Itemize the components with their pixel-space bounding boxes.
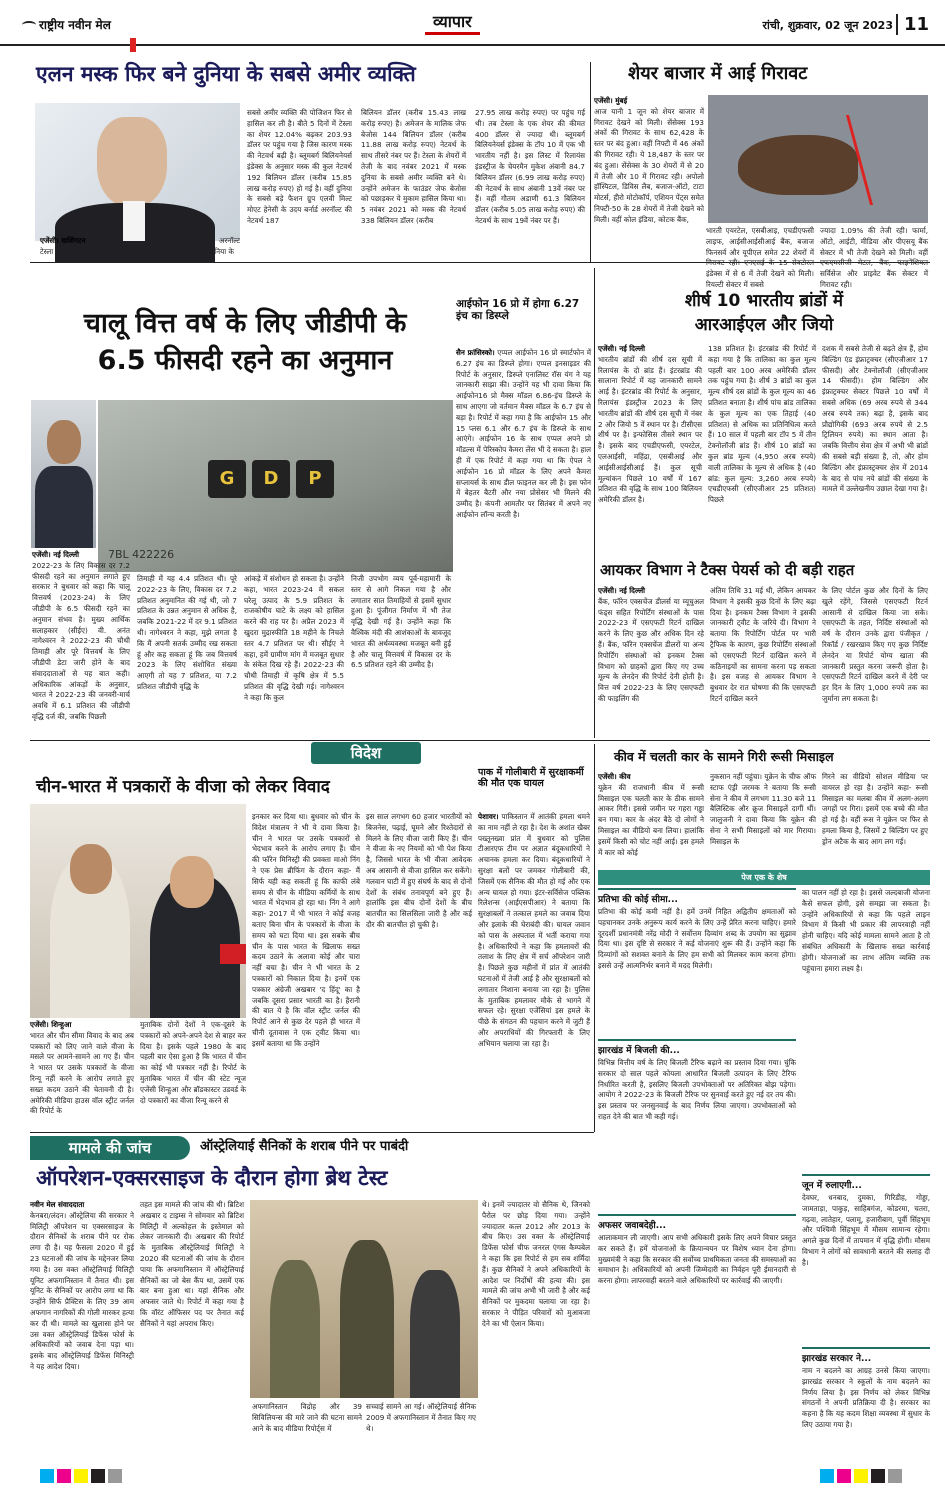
- breath-kicker: ऑस्ट्रेलियाई सैनिकों के शराब पीने पर पाबंदी: [200, 1139, 409, 1154]
- gdp-byline: एजेंसी। नई दिल्ली: [32, 550, 79, 559]
- color-swatch: [40, 1469, 54, 1483]
- color-swatch: [820, 1469, 834, 1483]
- gdp-col-1: [32, 550, 130, 736]
- color-swatch: [108, 1469, 122, 1483]
- banknote-tag: 7BL 422226: [108, 548, 175, 561]
- section-title: व्यापार: [425, 10, 480, 35]
- suit-shape: [35, 466, 93, 548]
- registration-swatches: [40, 1468, 125, 1487]
- shesh-title-4: जून में रुलाएगी...: [802, 1174, 930, 1191]
- divider-line: [30, 1132, 594, 1133]
- logo-text: राष्ट्रीय नवीन मेल: [39, 18, 111, 32]
- sensex-byline: एजेंसी। मुंबई: [594, 96, 628, 105]
- gdp-headline: [30, 308, 460, 376]
- page-number: 11: [896, 14, 929, 35]
- page-ek-col-1: [598, 888, 796, 1488]
- musk-caption: [40, 236, 162, 260]
- tax-col-1: [598, 586, 704, 738]
- face-shape: [47, 420, 81, 464]
- brands-headline: [600, 292, 928, 335]
- registration-swatches: [820, 1468, 905, 1487]
- shirt-shape: [123, 201, 145, 241]
- color-swatch: [74, 1469, 88, 1483]
- china-col-1: [30, 1020, 134, 1124]
- brands-col-2: 138 प्रतिशत है। इंटरब्रांड की रिपोर्ट में कहा गया है कि तालिका का कुल मूल्य पहली बार 100 अरब अमेरिकी डॉलर तक पहुंच गया है। शीर्ष 3 ब्रांडों का कुल मूल्य शीर्ष दस ब्रांडों के कुल मूल्य का 46 प्रतिशत बनाता है। शीर्ष पांच ब्रांड तालिका के कुल मूल्य का एक तिहाई (40 प्रतिशत) से अधिक का प्रतिनिधित्व करते हैं। 10 साल में पहली बार टॉप 5 में तीन टेक्नोलॉजी ब्रांड हैं। शीर्ष 10 ब्रांडों का कुल ब्रांड मूल्य (4,950 अरब रुपये) वाली तालिका के मूल्य से अधिक है (40 ब्रांड: कुल मूल्य: 3,260 अरब रुपये) एचडीएफसी (सीएजीआर 25 प्रतिशत) पिछले: [708, 344, 816, 505]
- soldier-shape: [410, 1270, 460, 1398]
- breath-headline: ऑपरेशन-एक्सरसाइज के दौरान होगा ब्रेथ टेस्ट: [36, 1166, 388, 1190]
- tax-col-3: के लिए पोर्टल कुछ और दिनों के लिए खुले रहेंगे, जिससे एसएफटी रिटर्न आसानी से दाखिल किया जा सके। एसएफटी के तहत, निर्दिष्ट संस्थाओं को वर्ष के दौरान उनके द्वारा पंजीकृत / रिकॉर्ड / रखरखाव किए गए कुछ निर्दिष्ट लेनदेन या रिपोर्ट योग्य खाता की जानकारी प्रस्तुत करना जरूरी होता है। एसएफटी रिटर्न दाखिल करने में देरी पर हर दिन के लिए 1,000 रुपये तक का जुर्माना लग सकता है।: [822, 586, 928, 703]
- flag-shape: [220, 944, 246, 964]
- china-col-4: इस साल लगभग 60 हजार भारतीयों को बिजनेस, पढ़ाई, घूमने और रिश्तेदारों से मिलने के लिए वीजा जारी किए हैं। चीन ने वीजा के नए नियमों को भी पेश किया है, जिससे भारत के भी वीजा आवेदक अब आसानी से वीजा हासिल कर सकेंगे। गलवान घाटी में हुए संघर्ष के बाद से दोनों देशों के संबंध तनावपूर्ण बने हुए हैं। हालांकि इस बीच दोनों देशों के बीच बातचीत का सिलसिला जारी है और कई दौर की बातचीत हो चुकी है।: [366, 812, 472, 929]
- divider-line: [590, 62, 591, 262]
- gdp-tiles: [208, 460, 334, 498]
- brands-col-3: दशक में सबसे तेजी से बढ़ते क्षेत्र हैं, होम बिल्डिंग एंड इंफ्राट्रक्चर (सीएजीआर 17 फीसदी) और टेक्नोलॉजी (सीएजीआर 14 फीसदी)। होम बिल्डिंग और इंफ्राट्रक्चर सेक्टर पिछले 10 वर्षों में सबसे अधिक (69 अरब रुपये से 344 अरब रुपये तक) बढ़ा है, इसके बाद प्रौद्योगिकी (693 अरब रुपये से 2.5 ट्रिलियन रुपये) का स्थान आता है। जबकि वित्तीय सेवा क्षेत्र में अभी भी ब्रांडों की सबसे बड़ी संख्या है, तो, और होम बिल्डिंग और इंफ्रास्ट्रक्चर क्षेत्र में 2014 के बाद से पांच नये ब्रांडों की संख्या के मामले में उल्लेखनीय उछाल देखा गया है।: [822, 344, 928, 494]
- pak-body-text: पाकिस्तान में आतंकी हमला थमने का नाम नहीं ले रहा है। देश के अशांत खैबर पख्तूनख्वा प्रांत में बुधवार को पुलिस टीआरएफ टीम पर अज्ञात बंदूकधारियों ने अचानक हमला कर दिया। बंदूकधारियों ने सुरक्षा बलों पर जमकर गोलीबारी की, जिसमें एक सैनिक की मौत हो गई और एक अन्य घायल हो गया। इंटर-सर्विसेज पब्लिक रिलेशन्स (आईएसपीआर) ने बताया कि सुरक्षाबलों ने तत्काल हमले का जवाब दिया और इलाके की घेराबंदी की। घायल जवान को पास के अस्पताल में भर्ती कराया गया है। अधिकारियों ने कहा कि हमलावरों की तलाश के लिए क्षेत्र में सर्च ऑपरेशन जारी है। पिछले कुछ महीनों में प्रांत में आतंकी घटनाओं में तेजी आई है और सुरक्षाबलों को लगातार निशाना बनाया जा रहा है। पुलिस के मुताबिक हमलावर मौके से भागने में सफल रहे। सुरक्षा एजेंसियां इस हमले के पीछे के संगठन की पहचान करने में जुटी हैं और अपराधियों की गिरफ्तारी के लिए अभियान चलाया जा रहा है।: [478, 812, 590, 1048]
- face-shape: [170, 856, 214, 908]
- section-tag-videsh: विदेश: [311, 742, 421, 764]
- color-swatch: [837, 1469, 851, 1483]
- shesh-title-2: झारखंड में बिजली की...: [598, 1039, 796, 1056]
- breath-col-3: थे। इनमें ज्यादातर वो सैनिक थे, जिनको पैरोल पर छोड़ दिया गया। उन्होंने ज्यादातर कत्ल 2012 और 2013 के बीच किए। उस वक्त के ऑस्ट्रेलियाई डिफेंस फोर्स चीफ जनरल एंगस कैम्पबेल ने कहा कि इस रिपोर्ट से हम सब शर्मिंदा हैं। कुछ सैनिकों ने अपने अधिकारियों के आदेश पर निर्दोषों की हत्या की। इस मामले की जांच अभी भी जारी है और कई सैनिकों पर मुकदमा चलाया जा रहा है। सरकार ने पीड़ित परिवारों को मुआवजा देने का भी ऐलान किया।: [482, 1200, 590, 1328]
- sensex-col-2: भारती एयरटेल, एसबीआइ, एचडीएफसी लाइफ, आईसीआईसीआई बैंक, बजाज फिनसर्व और यूपीएल समेत 22 शेयरों में इंडेक्स में से 6 में तेजी देखने को मिली। रियल्टी सेक्टर में सबसे: [706, 226, 814, 289]
- iphone-byline: सैन फ्रांसिस्को।: [456, 348, 495, 357]
- chart-line: [846, 115, 930, 205]
- breath-body-1: केनबरा/लंदन। ऑस्ट्रेलिया की सरकार ने मिलिट्री ऑपरेशन या एक्सरसाइज के दौरान सैनिकों के शराब पीने पर रोक लगा दी है। यह फैसला 2020 में हुई 23 घटनाओं की जांच के मद्देनजर लिया गया है। उस वक्त ऑस्ट्रेलियाई मिलिट्री यूनिट अफगानिस्तान में तैनात थी। इस यूनिट के सैनिकों पर आरोप लगा था कि उन्होंने सिर्फ प्रैक्टिस के लिए 39 आम अफगान नागरिकों की गोली मारकर हत्या कर दी थी। मामले का खुलासा होने पर उस वक्त ऑस्ट्रेलियाई डिफेंस फोर्स के अधिकारियों को जवाब देना पड़ा था। इसके बाद ऑस्ट्रेलियाई डिफेंस मिनिस्ट्री ने यह आदेश दिया।: [30, 1210, 134, 1371]
- china-byline: एजेंसी। शिन्हुआ: [30, 1020, 72, 1029]
- tax-headline: आयकर विभाग ने टैक्स पेयर्स को दी बड़ी राहत: [600, 561, 855, 579]
- brands-col-1: [598, 344, 702, 554]
- kyiv-col-3: गिरने का वीडियो सोशल मीडिया पर वायरल हो रहा है। उन्होंने कहा- रूसी मिसाइल का मलबा कीव में अलग-अलग जगहों पर गिरा। इसमें एक बच्चे की मौत हो गई है। वहीं रूस ने यूक्रेन पर फिर से हमला किया है, जिसमें 2 बिल्डिंग पर हुए ड्रोन अटैक के बाद आग लग गई।: [822, 772, 928, 846]
- breath-byline: नवीन मेल संवाददाता: [30, 1200, 85, 1209]
- gdp-col-3: आंकड़े में संशोधन हो सकता है। उन्होंने कहा, भारत 2023-24 में सकल घरेलू उत्पाद के 5.9 प्रतिशत के राजकोषीय घाटे के लक्ष्य को हासिल करने की राह पर है। अप्रैल 2023 में खुदरा मुद्रास्फीति 18 महीने के निचले स्तर 4.7 प्रतिशत पर थी। सीईए ने कहा, हमें ग्रामीण मांग में मजबूत सुधार के संकेत दिख रहे हैं। 2022-23 की चौथी तिमाही में कृषि क्षेत्र में 5.5 प्रतिशत की वृद्धि देखी गई। नागेश्वरन ने कहा कि कुल: [244, 574, 344, 702]
- color-swatch: [871, 1469, 885, 1483]
- tax-col-2: अंतिम तिथि 31 मई थी, लेकिन आयकर विभाग ने इसकी कुछ दिनों के लिए बढ़ा दिया है। इनकम टैक्स विभाग ने इसकी जानकारी ट्वीट के जरिये दी। विभाग ने बताया कि रिपोर्टिंग पोर्टल पर भारी ट्रैफिक के कारण, कुछ रिपोर्टिंग संस्थाओं को एसएफटी रिटर्न दाखिल करने में कठिनाइयों का सामना करना पड़ सकता है। इस वजह से आयकर विभाग ने बुधवार देर रात घोषणा की कि एसएफटी रिटर्न दाखिल करने: [710, 586, 816, 703]
- pak-byline: पेशावर।: [478, 812, 499, 821]
- shesh-title-3: अफसर जवाबदेही...: [598, 1214, 796, 1231]
- gdp-col-4: निजी उपभोग व्यय पूर्व-महामारी के स्तर से आगे निकल गया है और लगातार सात तिमाहियों से इसमें सुधार हुआ है। पूंजीगत निर्माण में भी तेज वृद्धि देखी गई है। उन्होंने कहा कि वैश्विक मंदी की आशंकाओं के बावजूद भारत की अर्थव्यवस्था मजबूत बनी हुई है और चालू वित्तवर्ष में विकास दर के 6.5 प्रतिशत रहने की उम्मीद है।: [351, 574, 451, 670]
- china-col-3: इनकार कर दिया था। बुधवार को चीन के विदेश मंत्रालय ने भी ये दावा किया है। चीन ने भारत पर उसके पत्रकारों से भेदभाव करने के आरोप लगाए हैं। चीन की फॉरेन मिनिस्ट्री की प्रवक्ता माओ निंग ने एक प्रेस ब्रीफिंग के दौरान कहा- मैं सिर्फ यही कह सकती हूं कि काफी लंबे समय से चीन के मीडिया कर्मियों के साथ भारत में भेदभाव हो रहा था। निंग ने आगे कहा- 2017 में भी भारत ने कोई वजह बताए बिना चीन के पत्रकारों के वीजा के समय को घटा दिया था। इस सबके बीच चीन के पास भारत के खिलाफ सख्त कदम उठाने के अलावा कोई और चारा नहीं बचा है। चीन ने भी भारत के 2 पत्रकारों को निकाल दिया है। इनमें एक पत्रकार अंग्रेजी अखबार 'द हिंदू' का है जबकि दूसरा प्रसार भारती का है। हैरानी की बात ये है कि वॉल स्ट्रीट जर्नल की रिपोर्ट आने से कुछ देर पहले ही भारत में चीनी दूतावास ने एक ट्वीट किया था। इसमें बताया था कि उन्होंने: [252, 812, 360, 1048]
- page-ek-header: पेज एक के शेष: [598, 870, 930, 885]
- brands-body-1: भारतीय ब्रांडों की शीर्ष दस सूची में रिलायंस के दो ब्रांड हैं। इंटरब्रांड की सालाना रिपोर्ट में यह जानकारी सामने आई है। इंटरब्रांड की रिपोर्ट के अनुसार, रिलायंस इंडस्ट्रीज 2023 के लिए भारतीय ब्रांडों की शीर्ष दस सूची में नंबर 2 और जियो 5 वें स्थान पर है। टीसीएस शीर्ष पर है। इन्फोसिस तीसरे स्थान पर है। इसके बाद एचडीएफसी, एयरटेल, एलआईसी, महिंद्रा, एसबीआई और आईसीआईसीआई हैं। कुल सूची मूल्यांकन पिछले 10 वर्षों में 167 प्रतिशत की वृद्धि के साथ 100 बिलियन अमेरिकी डॉलर है।: [598, 354, 702, 505]
- shesh-body-3: आलाकमान ली जाएगी। आप सभी अधिकारी इसके लिए अपने विचार प्रस्तुत कर सकते हैं। हमें योजनाओं के क्रियान्वयन पर विशेष ध्यान देना होगा। मुख्यमंत्री ने कहा कि सरकार की सर्वोच्च प्राथमिकता जनता की समस्याओं का समाधान है। अधिकारियों को अपनी जिम्मेदारी का निर्वहन पूरी ईमानदारी से करना होगा। लापरवाही बरतने वाले अधिकारियों पर कार्रवाई की जाएगी।: [598, 1233, 796, 1286]
- gdp-col-2: तिमाही में यह 4.4 प्रतिशत थी। पूरे 2022-23 के लिए, विकास दर 7.2 प्रतिशत अनुमानित की गई थी, जो 7 प्रतिशत के उन्नत अनुमान से अधिक है, जबकि 2021-22 में दर 9.1 प्रतिशत थी। नागेश्वरन ने कहा, मुझे लगता है कि मैं अपनी सतर्क उम्मीद रख सकता हूं और कह सकता हूं कि जब वित्तवर्ष 2023 के लिए संशोधित संख्या आएगी तो यह 7 प्रतिशत, या 7.2 प्रतिशत जीडीपी वृद्धि के: [137, 574, 237, 691]
- color-swatch: [91, 1469, 105, 1483]
- face-shape: [70, 844, 112, 894]
- masthead: [0, 0, 945, 46]
- shesh-body-5: नाम न बदलने का आग्रह उनसे किया जाएगा। झारखंड सरकार ने स्कूलों के नाम बदलने का निर्णय लिया है। इस निर्णय को लेकर विभिन्न संगठनों ने अपनी प्रतिक्रिया दी है। सरकार का कहना है कि यह कदम शिक्षा व्यवस्था में सुधार के लिए उठाया गया है।: [802, 1366, 930, 1429]
- china-headline: चीन-भारत में पत्रकारों के वीजा को लेकर विवाद: [36, 777, 330, 797]
- color-swatch: [888, 1469, 902, 1483]
- musk-byline: एजेंसी। वाशिंगटन: [40, 236, 86, 245]
- gdp-tile: G: [208, 460, 246, 498]
- breath-col-1: [30, 1200, 134, 1460]
- gdp-photo: [98, 400, 453, 572]
- bull-shape: [738, 135, 858, 195]
- musk-col-2: बिलियन डॉलर (करीब 15.43 लाख करोड़ रुपए) है। अमेजन के मालिक जेफ बेजोस 144 बिलियन डॉलर (करीब 11.88 लाख करोड़ रुपए) नेटवर्थ के साथ तीसरे नंबर पर हैं। टेस्ला के शेयरों में तेजी के बाद नवंबर 2021 में मस्क दुनिया के सबसे अमीर व्यक्ति बने थे। उन्होंने अमेजन के फाउंडर जेफ बेजोस को पछाड़कर ये मुकाम हासिल किया था। 5 नवंबर 2021 को मस्क की नेटवर्थ 338 बिलियन डॉलर (करीब: [361, 108, 466, 225]
- face-shape: [97, 117, 167, 207]
- sensex-headline: शेयर बाजार में आई गिरावट: [628, 63, 808, 84]
- musk-photo: [35, 103, 240, 241]
- tax-body-1: बैंक, फॉरेन एक्सचेंज डीलर्स या म्यूचुअल फंड्स सहित रिपोर्टिंग संस्थाओं के पास 2022-23 में एसएफटी रिटर्न दाखिल करने के लिए कुछ और अधिक दिन रहे हैं। बैंक, फॉरेन एक्सचेंज डीलरों या अन्य रिपोर्टिंग संस्थाओं को इनकम टैक्स विभाग को ग्राहकों द्वारा किए गए उच्च मूल्य के लेनदेन की रिपोर्ट देनी होती है। वित्त वर्ष 2022-23 के लिए एसएफटी की फाइलिंग की: [598, 596, 704, 703]
- sensex-col-1: [594, 96, 704, 258]
- shesh-body-4: देवघर, धनबाद, दुमका, गिरिडीह, गोड्डा, जामताड़ा, पाकुड़, साहिबगंज, कोडरमा, चतरा, गढ़वा, लातेहार, पलामू, हजारीबाग, पूर्वी सिंहभूम और पश्चिमी सिंहभूम में मौसम सामान्य रहेगा। अगले कुछ दिनों में तापमान में वृद्धि होगी। मौसम विभाग ने लोगों को सावधानी बरतने की सलाह दी है।: [802, 1193, 930, 1267]
- brands-byline: एजेंसी। नई दिल्ली: [598, 344, 645, 353]
- economist-photo: [31, 400, 96, 548]
- newspaper-logo: [22, 16, 111, 33]
- divider-line: [594, 744, 595, 1132]
- musk-col-1: सबसे अमीर व्यक्ति की पोजिशन फिर से हासिल कर ली है। बीते 5 दिनों में टेस्ला का शेयर 12.04% बढ़कर 203.93 डॉलर पर पहुंच गया है जिस कारण मस्क की नेटवर्थ बढ़ी है। ब्लूमबर्ग बिलियनेयर्स इंडेक्स के अनुसार मस्क की कुल नेटवर्थ 192 बिलियन डॉलर (करीब 15.85 लाख करोड़ रुपए) हो गई है। वहीं दुनिया के सबसे बड़े फैशन ग्रुप एलवी मिल्ट मोएट हेनेसी के उदय बर्नार्ड अरनॉल्ट की नेटवर्थ 187: [247, 108, 352, 225]
- shesh-title-1: प्रतिभा की कोई सीमा...: [598, 888, 796, 905]
- kyiv-byline: एजेंसी। कीव: [598, 772, 631, 781]
- divider-line: [30, 262, 930, 263]
- page-ek-col-2: [802, 888, 930, 1478]
- soldier-shape: [340, 1240, 394, 1398]
- breath-col-2: तहत इस मामले की जांच की थी। ब्रिटिश अखबार द टाइम्स ने सोमवार को ब्रिटिश मिलिट्री में अल्कोहल के इस्तेमाल को लेकर जानकारी दी। अखबार की रिपोर्ट के मुताबिक ऑस्ट्रेलियाई मिलिट्री ने 2020 की घटनाओं की जांच के दौरान पाया कि अफगानिस्तान में ऑस्ट्रेलियाई सैनिकों का जो बेस कैंप था, उसमें एक बार बना हुआ था। यहां सैनिक और अफसर जाते थे। रिपोर्ट में कहा गया है कि वॉरंट ऑफिसर पद पर तैनात कई सैनिकों ने यहां अपराध किए।: [140, 1200, 244, 1328]
- shesh-title-5: झारखंड सरकार ने...: [802, 1347, 930, 1364]
- iphone-body-text: एप्पल आईफोन 16 प्रो स्मार्टफोन में 6.27 इंच का डिस्प्ले होगा। एप्पल इनसाइडर की रिपोर्ट के अनुसार, डिस्प्ले एनालिस्ट रॉस यंग ने यह जानकारी साझा की। उन्होंने यह भी दावा किया कि आईफोन16 प्रो मैक्स मॉडल 6.86-इंच डिस्प्ले के साथ आएगा जो वर्तमान मैक्स मॉडल के 6.7 इंच से बड़ा है। रिपोर्ट में कहा गया है कि आईफोन 15 और 15 प्लस 6.1 और 6.7 इंच के डिस्प्ले के साथ आएंगे। आईफोन 16 के साथ एप्पल अपने प्रो मॉडल्स में पेरिस्कोप कैमरा लेंस भी दे सकता है। हाल ही में एक रिपोर्ट में कहा गया था कि ऐपल ने आईफोन 16 प्रो मॉडल के लिए अपने कैमरा सप्लायर्स के साथ डील फाइनल कर ली है। इस फोन में बेहतर बैटरी और नया प्रोसेसर भी मिलने की उम्मीद है। कंपनी आमतौर पर सितंबर में अपने नए आईफोन लॉन्च करती है।: [456, 348, 591, 519]
- breath-caption-1: अफगानिस्तान विद्रोह और 39 सिविलियन्स की मारे जाने की घटना सामने आने के बाद मीडिया रिपोर्ट्स में: [252, 1402, 362, 1433]
- pak-headline: पाक में गोलीबारी में सुरक्षाकर्मी की मौत एक घायल: [478, 767, 584, 789]
- color-swatch: [854, 1469, 868, 1483]
- musk-intro: ने फ्रांस के बर्नार्ड अरनॉल्ट को पीछे छोड़कर दुनिया के: [166, 236, 240, 256]
- kyiv-headline: कीव में चलती कार के सामने गिरी रूसी मिसाइल: [614, 749, 834, 764]
- tax-byline: एजेंसी। नई दिल्ली: [598, 586, 645, 595]
- gdp-body-1: 2022-23 के लिए विकास दर 7.2 फीसदी रहने का अनुमान लगाते हुए सरकार ने बुधवार को कहा कि चालू वित्तवर्ष (2023-24) के लिए जीडीपी के 6.5 फीसदी रहने का अनुमान संभव है। मुख्य आर्थिक सलाहकार (सीईए) वी. अनंत नागेश्वरन ने 2022-23 की चौथी तिमाही और पूरे वित्तवर्ष के लिए जीडीपी डेटा जारी होने के बाद संवाददाताओं से यह बात कही। अधिकारिक आंकड़ों के अनुसार, भारत ने 2022-23 की जनवरी-मार्च अवधि में 6.1 प्रतिशत की जीडीपी वृद्धि दर्ज की, जबकि पिछली: [32, 560, 130, 721]
- china-col-2: मुताबिक दोनों देशों ने एक-दूसरे के पत्रकारों को अपने-अपने देश से बाहर कर दिया है। इसके पहले 1980 के बाद पहली बार ऐसा हुआ है कि भारत में चीन का कोई भी पत्रकार नहीं है। रिपोर्ट के मुताबिक भारत में चीन की स्टेट न्यूज एजेंसी शिन्हुआ और ब्रॉडकास्टर उडवर्ड के दो पत्रकारों का वीजा रिन्यू करने से: [140, 1020, 246, 1105]
- soldier-shape: [270, 1260, 320, 1398]
- sensex-col-3: ज्यादा 1.09% की तेजी रही। फार्मा, ऑटो, आईटी, मीडिया और पीएसयू बैंक सेक्टर में भी तेजी देखने को मिली। वहीं सर्विसेज और प्राइवेट बैंक सेक्टर में गिरावट रही।: [820, 226, 928, 289]
- divider-line: [594, 268, 595, 738]
- musk-col-3: 27.95 लाख करोड़ रुपए) पर पहुंच गई थी। तब टेस्ला के एक शेयर की कीमत 400 डॉलर से ज्यादा थी। ब्लूमबर्ग बिलियनेयर्स इंडेक्स के टॉप 10 में एक भी भारतीय नहीं है। इस लिस्ट में रिलायंस इंडस्ट्रीज के चेयरमैन मुकेश अंबानी 84.7 बिलियन डॉलर (6.99 लाख करोड़ रुपए) की नेटवर्थ के साथ अंबानी 13वें नंबर पर हैं। वहीं गौतम अडाणी 61.3 बिलियन डॉलर (करीब 5.05 लाख करोड़ रुपए) की नेटवर्थ के साथ 19वें नंबर पर हैं।: [475, 108, 585, 225]
- color-swatch: [57, 1469, 71, 1483]
- kyiv-body-1: यूक्रेन की राजधानी कीव में रूसी मिसाइल एक चलती कार के ठीक सामने आकर गिरी। इससे जमीन पर गहरा गड्ढा बन गया। कार के अंदर बैठे दो लोगों ने मिसाइल का वीडियो बना लिया। हालांकि इसमें किसी को चोट नहीं आई। इस हमले में कार को कोई: [598, 782, 704, 857]
- bird-icon: [22, 21, 36, 29]
- iphone-headline: आईफोन 16 प्रो में होगा 6.27 इंच का डिस्प्ले: [456, 298, 580, 323]
- red-marker: [130, 38, 136, 52]
- brands-headline-line2: आरआईएल और जियो: [694, 314, 834, 335]
- breath-caption-2: सच्चाई सामने आ गई। ऑस्ट्रेलियाई सैनिक 2009 में अफगानिस्तान में तैनात किए गए थे।: [366, 1402, 476, 1433]
- sensex-body-1: आज यानी 1 जून को शेयर बाजार में गिरावट देखने को मिली। सेंसेक्स 193 अंकों की गिरावट के साथ 62,428 के स्तर पर बंद हुआ। वहीं निफ्टी में 46 अंकों की गिरावट रही। ये 18,487 के स्तर पर बंद हुआ। सेंसेक्स के 30 शेयरों में से 20 में तेजी और 10 में गिरावट रही। अपोलो हॉस्पिटल, डिविस लैब, बजाज-ऑटो, टाटा मोटर्स, हीरो मोटोकॉर्प, एशियन पेंट्स समेत निफ्टी-50 के 28 शेयरों में तेजी देखने को मिली। वहीं कोल इंडिया, कोटक बैंक,: [594, 106, 704, 224]
- musk-photo-caption: टेस्ला के फाउंडर एलन मस्क: [40, 246, 112, 256]
- shesh-body-col2: का पालन नहीं हो रहा है। इससे जल्दबाजी योजना कैसे सफल होगी, इसे समझा जा सकता है। उन्होंने अधिकारियों से कहा कि पहले लाइन विभाग में किसी भी प्रकार की लापरवाही नहीं होनी चाहिए। यदि कोई मामला सामने आता है तो संबंधित अधिकारी के खिलाफ सख्त कार्रवाई होगी। योजनाओं का लाभ अंतिम व्यक्ति तक पहुंचाना हमारा लक्ष्य है।: [802, 888, 930, 973]
- china-body-1: भारत और चीन सीमा विवाद के बाद अब पत्रकारों को लिए जाने वाले वीजा के मसले पर आमने-सामने आ गए हैं। चीन ने भारत पर उसके पत्रकारों के वीजा रिन्यू नहीं करने के आरोप लगाते हुए सख्त कदम उठाने की चेतावनी दी है। अमेरिकी मीडिया हाउस वॉल स्ट्रीट जर्नल की रिपोर्ट के: [30, 1030, 134, 1116]
- gdp-tile: P: [296, 460, 334, 498]
- gdp-headline-line2: 6.5 फीसदी रहने का अनुमान: [97, 345, 393, 377]
- shesh-body-1: प्रतिभा की कोई कमी नहीं है। हमें उनमें निहित अद्वितीय क्षमताओं को पहचानकर उनके अनुरूप कार्य करने के लिए उन्हें प्रेरित करना चाहिए। हमारे दूरदर्शी प्रधानमंत्री नरेंद्र मोदी ने सर्वोत्तम दिव्यांग शब्द के उपयोग का सुझाव दिया था। इस दृष्टि से सरकार ने कई योजनाएं शुरू की हैं। उन्होंने कहा कि दिव्यांगों को सशक्त बनाने के लिए हम सभी को मिलकर काम करना होगा। इससे उन्हें आत्मनिर्भर बनाने में मदद मिलेगी।: [598, 907, 796, 970]
- section-tag-jaanch: मामले की जांच: [30, 1136, 190, 1160]
- dateline: रांची, शुक्रवार, 02 जून 2023: [762, 19, 893, 32]
- gdp-tile: D: [252, 460, 290, 498]
- gdp-headline-line1: चालू वित्त वर्ष के लिए जीडीपी के: [83, 308, 407, 339]
- bull-photo: [708, 95, 928, 223]
- pak-body: [478, 812, 590, 1124]
- divider-line: [30, 740, 930, 741]
- kyiv-col-1: [598, 772, 704, 862]
- shesh-body-2: विभिन्न वित्तीय वर्ष के लिए बिजली टैरिफ बढ़ाने का प्रस्ताव दिया गया। चुंकि सरकार दो साल पहले कोयला आधारित बिजली उत्पादन के लिए टैरिफ निर्धारित करती है, इसलिए बिजली उपभोक्ताओं पर अतिरिक्त बोझ पड़ेगा। आयोग ने 2022-23 के बिजली टैरिफ पर सुनवाई करते हुए नई दर तय की। इस प्रस्ताव पर जनसुनवाई के बाद निर्णय लिया जाएगा। उपभोक्ताओं को राहत देने की बात भी कही गई।: [598, 1058, 796, 1121]
- musk-headline: एलन मस्क फिर बने दुनिया के सबसे अमीर व्यक्ति: [36, 62, 416, 86]
- brands-headline-line1: शीर्ष 10 भारतीय ब्रांडों में: [684, 291, 844, 311]
- soldiers-photo: [250, 1200, 478, 1398]
- modi-xi-photo: [30, 804, 246, 1018]
- kyiv-col-2: नुकसान नहीं पहुंचा। यूक्रेन के चीफ ऑफ स्टाफ एंड्री जरमक ने बताया कि रूसी सेना ने कीव में लगभग 11.30 बजे 11 बैलिस्टिक और क्रूज मिसाइलें दागीं थीं। जालुजनी ने दावा किया कि यूक्रेन की सेना ने सभी मिसाइलों को मार गिराया। मिसाइल के: [710, 772, 816, 846]
- iphone-body: [456, 348, 591, 738]
